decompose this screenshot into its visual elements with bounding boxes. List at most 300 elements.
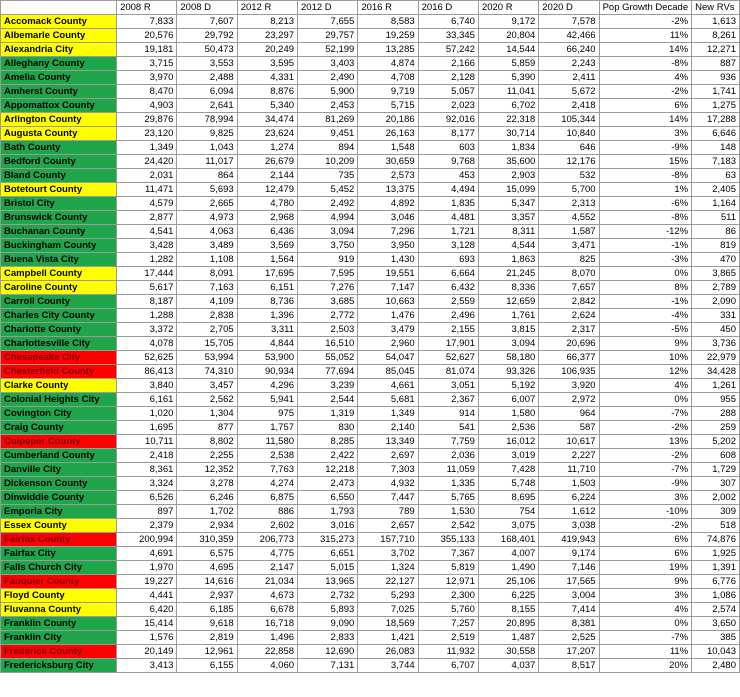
value-cell: 3,046 (358, 211, 418, 225)
value-cell: 3,324 (117, 477, 177, 491)
county-name-cell: Charlottesville City (1, 337, 117, 351)
table-row (1, 575, 740, 589)
value-cell: 7,147 (358, 281, 418, 295)
value-cell: 2,166 (418, 57, 478, 71)
value-cell: 9,172 (478, 15, 538, 29)
value-cell: 2,842 (539, 295, 599, 309)
value-cell: 2,023 (418, 99, 478, 113)
value-cell: 11,932 (418, 645, 478, 659)
value-cell: 11,710 (539, 463, 599, 477)
value-cell: 7,163 (177, 281, 237, 295)
table-row (1, 547, 740, 561)
value-cell: 3,950 (358, 239, 418, 253)
value-cell: 955 (692, 393, 740, 407)
value-cell: 5,057 (418, 85, 478, 99)
value-cell: 864 (177, 169, 237, 183)
value-cell: 8,311 (478, 225, 538, 239)
value-cell: 15,705 (177, 337, 237, 351)
value-cell: 52,199 (298, 43, 358, 57)
value-cell: 1,274 (237, 141, 297, 155)
value-cell: 3% (599, 127, 692, 141)
value-cell: 7,146 (539, 561, 599, 575)
value-cell: 52,627 (418, 351, 478, 365)
value-cell: 66,240 (539, 43, 599, 57)
value-cell: 24,420 (117, 155, 177, 169)
county-name-cell: Craig County (1, 421, 117, 435)
table-row (1, 617, 740, 631)
table-row (1, 225, 740, 239)
value-cell: 200,994 (117, 533, 177, 547)
value-cell: 26,679 (237, 155, 297, 169)
table-row (1, 463, 740, 477)
county-name-cell: Frederick County (1, 645, 117, 659)
value-cell: 8,583 (358, 15, 418, 29)
value-cell: 10,209 (298, 155, 358, 169)
value-cell: 1,863 (478, 253, 538, 267)
value-cell: 3,471 (539, 239, 599, 253)
value-cell: 8,695 (478, 491, 538, 505)
county-name-cell: Cumberland County (1, 449, 117, 463)
table-row (1, 43, 740, 57)
value-cell: 3,457 (177, 379, 237, 393)
value-cell: 53,994 (177, 351, 237, 365)
value-cell: 1,695 (117, 421, 177, 435)
value-cell: 3,715 (117, 57, 177, 71)
value-cell: 3,239 (298, 379, 358, 393)
value-cell: 1,304 (177, 407, 237, 421)
value-cell: -6% (599, 197, 692, 211)
table-row (1, 57, 740, 71)
value-cell: 2,243 (539, 57, 599, 71)
value-cell: 1,108 (177, 253, 237, 267)
value-cell: 20,696 (539, 337, 599, 351)
value-cell: 11,059 (418, 463, 478, 477)
table-row (1, 631, 740, 645)
value-cell: 2,418 (117, 449, 177, 463)
value-cell: 4,994 (298, 211, 358, 225)
value-cell: 74,876 (692, 533, 740, 547)
value-cell: 3,004 (539, 589, 599, 603)
value-cell: 8,070 (539, 267, 599, 281)
value-cell: 2,503 (298, 323, 358, 337)
county-name-cell: Botetourt County (1, 183, 117, 197)
value-cell: 16,510 (298, 337, 358, 351)
value-cell: 886 (237, 505, 297, 519)
value-cell: 20,149 (117, 645, 177, 659)
value-cell: 6,161 (117, 393, 177, 407)
value-cell: 17,444 (117, 267, 177, 281)
value-cell: 6,776 (692, 575, 740, 589)
value-cell: 14,544 (478, 43, 538, 57)
header-2012-d: 2012 D (298, 1, 358, 15)
value-cell: 9,768 (418, 155, 478, 169)
value-cell: 42,466 (539, 29, 599, 43)
value-cell: 6,678 (237, 603, 297, 617)
value-cell: 1,324 (358, 561, 418, 575)
value-cell: 4,078 (117, 337, 177, 351)
value-cell: 5,700 (539, 183, 599, 197)
value-cell: -1% (599, 295, 692, 309)
value-cell: 10,711 (117, 435, 177, 449)
value-cell: 11,580 (237, 435, 297, 449)
value-cell: 3,051 (418, 379, 478, 393)
value-cell: 4,544 (478, 239, 538, 253)
value-cell: 2,732 (298, 589, 358, 603)
value-cell: 4,296 (237, 379, 297, 393)
value-cell: 52,625 (117, 351, 177, 365)
table-row (1, 533, 740, 547)
value-cell: 3,479 (358, 323, 418, 337)
value-cell: 587 (539, 421, 599, 435)
value-cell: 8,517 (539, 659, 599, 673)
value-cell: 2,542 (418, 519, 478, 533)
value-cell: 1,757 (237, 421, 297, 435)
county-name-cell: Carroll County (1, 295, 117, 309)
header-2016-r: 2016 R (358, 1, 418, 15)
value-cell: 3,702 (358, 547, 418, 561)
value-cell: 7,131 (298, 659, 358, 673)
county-name-cell: Buckingham County (1, 239, 117, 253)
value-cell: 13,349 (358, 435, 418, 449)
value-cell: 877 (177, 421, 237, 435)
value-cell: 4,481 (418, 211, 478, 225)
value-cell: 4,695 (177, 561, 237, 575)
county-name-cell: Floyd County (1, 589, 117, 603)
value-cell: 4,331 (237, 71, 297, 85)
value-cell: 2,544 (298, 393, 358, 407)
table-row (1, 351, 740, 365)
value-cell: 6,526 (117, 491, 177, 505)
value-cell: 15,414 (117, 617, 177, 631)
value-cell: 2,300 (418, 589, 478, 603)
value-cell: 55,052 (298, 351, 358, 365)
value-cell: -7% (599, 463, 692, 477)
value-cell: 16,718 (237, 617, 297, 631)
value-cell: 17,901 (418, 337, 478, 351)
value-cell: 1,430 (358, 253, 418, 267)
value-cell: 10,840 (539, 127, 599, 141)
value-cell: 12,271 (692, 43, 740, 57)
value-cell: 5,347 (478, 197, 538, 211)
county-name-cell: Buchanan County (1, 225, 117, 239)
value-cell: 1,587 (539, 225, 599, 239)
value-cell: 2,031 (117, 169, 177, 183)
county-name-cell: Alleghany County (1, 57, 117, 71)
value-cell: 11,017 (177, 155, 237, 169)
value-cell: 13% (599, 435, 692, 449)
value-cell: 1,576 (117, 631, 177, 645)
value-cell: 1,349 (117, 141, 177, 155)
value-cell: 2,574 (692, 603, 740, 617)
value-cell: 2,657 (358, 519, 418, 533)
value-cell: 6% (599, 547, 692, 561)
value-cell: 1,834 (478, 141, 538, 155)
value-cell: 8,177 (418, 127, 478, 141)
value-cell: 2,002 (692, 491, 740, 505)
value-cell: -9% (599, 141, 692, 155)
header-2008-d: 2008 D (177, 1, 237, 15)
value-cell: 2,227 (539, 449, 599, 463)
value-cell: 14% (599, 113, 692, 127)
value-cell: 19,259 (358, 29, 418, 43)
value-cell: 157,710 (358, 533, 418, 547)
value-cell: 20,249 (237, 43, 297, 57)
value-cell: 11,041 (478, 85, 538, 99)
value-cell: 30,714 (478, 127, 538, 141)
value-cell: 11% (599, 645, 692, 659)
value-cell: 10,617 (539, 435, 599, 449)
value-cell: 3,685 (298, 295, 358, 309)
value-cell: 8,155 (478, 603, 538, 617)
value-cell: 26,163 (358, 127, 418, 141)
value-cell: 7,025 (358, 603, 418, 617)
value-cell: 2,488 (177, 71, 237, 85)
value-cell: 3,750 (298, 239, 358, 253)
value-cell: 2,147 (237, 561, 297, 575)
table-row (1, 337, 740, 351)
value-cell: 4,874 (358, 57, 418, 71)
value-cell: 2,789 (692, 281, 740, 295)
value-cell: 2,036 (418, 449, 478, 463)
value-cell: 3,019 (478, 449, 538, 463)
value-cell: 10,663 (358, 295, 418, 309)
value-cell: 4,973 (177, 211, 237, 225)
value-cell: 2,559 (418, 295, 478, 309)
value-cell: 0% (599, 393, 692, 407)
value-cell: 2,903 (478, 169, 538, 183)
county-name-cell: Bland County (1, 169, 117, 183)
county-name-cell: Chesterfield County (1, 365, 117, 379)
value-cell: 1,396 (237, 309, 297, 323)
value-cell: 1,970 (117, 561, 177, 575)
value-cell: 307 (692, 477, 740, 491)
value-cell: 106,935 (539, 365, 599, 379)
value-cell: 23,120 (117, 127, 177, 141)
table-row (1, 645, 740, 659)
value-cell: 13,965 (298, 575, 358, 589)
table-row (1, 603, 740, 617)
value-cell: 2,453 (298, 99, 358, 113)
county-name-cell: Alexandria City (1, 43, 117, 57)
value-cell: 4,661 (358, 379, 418, 393)
value-cell: 975 (237, 407, 297, 421)
value-cell: 19,551 (358, 267, 418, 281)
value-cell: 4% (599, 71, 692, 85)
value-cell: 5,859 (478, 57, 538, 71)
county-name-cell: Bedford County (1, 155, 117, 169)
value-cell: 5,617 (117, 281, 177, 295)
value-cell: 7,414 (539, 603, 599, 617)
value-cell: 4,037 (478, 659, 538, 673)
table-row (1, 589, 740, 603)
value-cell: 2,602 (237, 519, 297, 533)
county-name-cell: Falls Church City (1, 561, 117, 575)
value-cell: 4,708 (358, 71, 418, 85)
value-cell: 4,780 (237, 197, 297, 211)
value-cell: 22,127 (358, 575, 418, 589)
value-cell: 7,303 (358, 463, 418, 477)
value-cell: 168,401 (478, 533, 538, 547)
value-cell: 6,702 (478, 99, 538, 113)
value-cell: 1,702 (177, 505, 237, 519)
value-cell: 5,748 (478, 477, 538, 491)
value-cell: 6,151 (237, 281, 297, 295)
value-cell: -2% (599, 449, 692, 463)
value-cell: 1,282 (117, 253, 177, 267)
value-cell: 8,802 (177, 435, 237, 449)
county-name-cell: Essex County (1, 519, 117, 533)
value-cell: 8,381 (539, 617, 599, 631)
value-cell: 1,729 (692, 463, 740, 477)
county-name-cell: Arlington County (1, 113, 117, 127)
value-cell: 35,600 (478, 155, 538, 169)
value-cell: 8,261 (692, 29, 740, 43)
value-cell: 2,934 (177, 519, 237, 533)
value-cell: 9,090 (298, 617, 358, 631)
table-body (1, 15, 740, 673)
value-cell: 1,612 (539, 505, 599, 519)
value-cell: 4,579 (117, 197, 177, 211)
value-cell: 81,074 (418, 365, 478, 379)
value-cell: 3,094 (478, 337, 538, 351)
value-cell: 9,719 (358, 85, 418, 99)
value-cell: 63 (692, 169, 740, 183)
county-name-cell: Fairfax County (1, 533, 117, 547)
table-row (1, 561, 740, 575)
value-cell: 6,420 (117, 603, 177, 617)
value-cell: 9,451 (298, 127, 358, 141)
value-cell: 1,319 (298, 407, 358, 421)
value-cell: 9% (599, 337, 692, 351)
value-cell: 309 (692, 505, 740, 519)
value-cell: 10% (599, 351, 692, 365)
value-cell: 2,772 (298, 309, 358, 323)
value-cell: 16,012 (478, 435, 538, 449)
county-name-cell: Franklin County (1, 617, 117, 631)
value-cell: 2,624 (539, 309, 599, 323)
value-cell: 646 (539, 141, 599, 155)
county-name-cell: Fluvanna County (1, 603, 117, 617)
table-row (1, 239, 740, 253)
value-cell: 3,094 (298, 225, 358, 239)
county-name-cell: Culpeper County (1, 435, 117, 449)
header-row (1, 1, 740, 15)
county-name-cell: Charlotte County (1, 323, 117, 337)
table-row (1, 99, 740, 113)
county-name-cell: Caroline County (1, 281, 117, 295)
table-row (1, 113, 740, 127)
value-cell: 4,775 (237, 547, 297, 561)
table-row (1, 659, 740, 673)
value-cell: 5,893 (298, 603, 358, 617)
value-cell: 15% (599, 155, 692, 169)
value-cell: 34,428 (692, 365, 740, 379)
value-cell: 2,492 (298, 197, 358, 211)
value-cell: 331 (692, 309, 740, 323)
value-cell: 90,934 (237, 365, 297, 379)
value-cell: 419,943 (539, 533, 599, 547)
value-cell: 5,202 (692, 435, 740, 449)
value-cell: 6,224 (539, 491, 599, 505)
value-cell: 4,274 (237, 477, 297, 491)
value-cell: 1,503 (539, 477, 599, 491)
value-cell: 2,960 (358, 337, 418, 351)
value-cell: -12% (599, 225, 692, 239)
value-cell: 53,900 (237, 351, 297, 365)
value-cell: 7,595 (298, 267, 358, 281)
table-row (1, 449, 740, 463)
value-cell: 7,447 (358, 491, 418, 505)
value-cell: 5,900 (298, 85, 358, 99)
table-row (1, 127, 740, 141)
value-cell: 2,422 (298, 449, 358, 463)
value-cell: 1,288 (117, 309, 177, 323)
value-cell: 6,664 (418, 267, 478, 281)
value-cell: 6,007 (478, 393, 538, 407)
value-cell: 85,045 (358, 365, 418, 379)
value-cell: 4,892 (358, 197, 418, 211)
value-cell: -10% (599, 505, 692, 519)
value-cell: 3% (599, 491, 692, 505)
value-cell: 3,128 (418, 239, 478, 253)
value-cell: 3,553 (177, 57, 237, 71)
value-cell: 81,269 (298, 113, 358, 127)
value-cell: 1,580 (478, 407, 538, 421)
value-cell: 2,490 (298, 71, 358, 85)
value-cell: 3,357 (478, 211, 538, 225)
value-cell: 5,765 (418, 491, 478, 505)
value-cell: 6,436 (237, 225, 297, 239)
value-cell: 1,741 (692, 85, 740, 99)
value-cell: 2,317 (539, 323, 599, 337)
value-cell: 3,016 (298, 519, 358, 533)
value-cell: 4,063 (177, 225, 237, 239)
county-name-cell: Colonial Heights City (1, 393, 117, 407)
value-cell: 23,297 (237, 29, 297, 43)
table-row (1, 365, 740, 379)
county-name-cell: Buena Vista City (1, 253, 117, 267)
value-cell: 1,335 (418, 477, 478, 491)
header-2020-d: 2020 D (539, 1, 599, 15)
table-row (1, 267, 740, 281)
value-cell: 22,858 (237, 645, 297, 659)
value-cell: 603 (418, 141, 478, 155)
value-cell: 8,361 (117, 463, 177, 477)
county-name-cell: Appomattox County (1, 99, 117, 113)
value-cell: 3,428 (117, 239, 177, 253)
value-cell: 7,655 (298, 15, 358, 29)
value-cell: 12,961 (177, 645, 237, 659)
value-cell: 3,075 (478, 519, 538, 533)
value-cell: 4,691 (117, 547, 177, 561)
value-cell: 1,613 (692, 15, 740, 29)
value-cell: 34,474 (237, 113, 297, 127)
value-cell: 3,489 (177, 239, 237, 253)
value-cell: 1,476 (358, 309, 418, 323)
value-cell: 11,471 (117, 183, 177, 197)
value-cell: 1,925 (692, 547, 740, 561)
table-row (1, 183, 740, 197)
value-cell: 1,487 (478, 631, 538, 645)
value-cell: 2,140 (358, 421, 418, 435)
value-cell: 2,411 (539, 71, 599, 85)
value-cell: 5,672 (539, 85, 599, 99)
table-row (1, 71, 740, 85)
value-cell: 914 (418, 407, 478, 421)
value-cell: 1,421 (358, 631, 418, 645)
value-cell: 6,246 (177, 491, 237, 505)
value-cell: 2,819 (177, 631, 237, 645)
